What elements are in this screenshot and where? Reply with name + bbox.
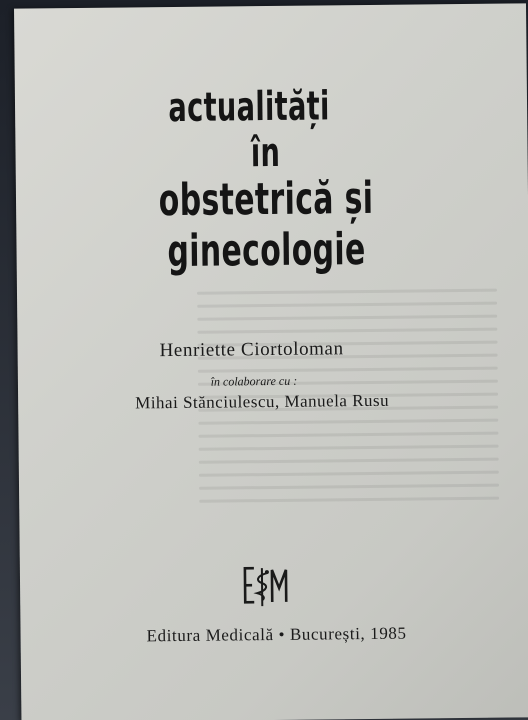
book-title-line-2: în: [250, 129, 281, 177]
publisher-imprint: Editura Medicală • București, 1985: [146, 623, 407, 646]
book-title-line-3: obstetrică și ginecologie: [158, 172, 374, 278]
book-title-line-1: actualități: [168, 83, 330, 132]
collaborators: Mihai Stănciulescu, Manuela Rusu: [135, 390, 390, 413]
esm-publisher-logo-icon: [242, 564, 290, 609]
collaboration-label: în colaborare cu :: [210, 373, 298, 389]
author-name: Henriette Ciortoloman: [159, 338, 344, 362]
title-page: [14, 3, 528, 720]
show-through-text: ​: [197, 259, 500, 582]
